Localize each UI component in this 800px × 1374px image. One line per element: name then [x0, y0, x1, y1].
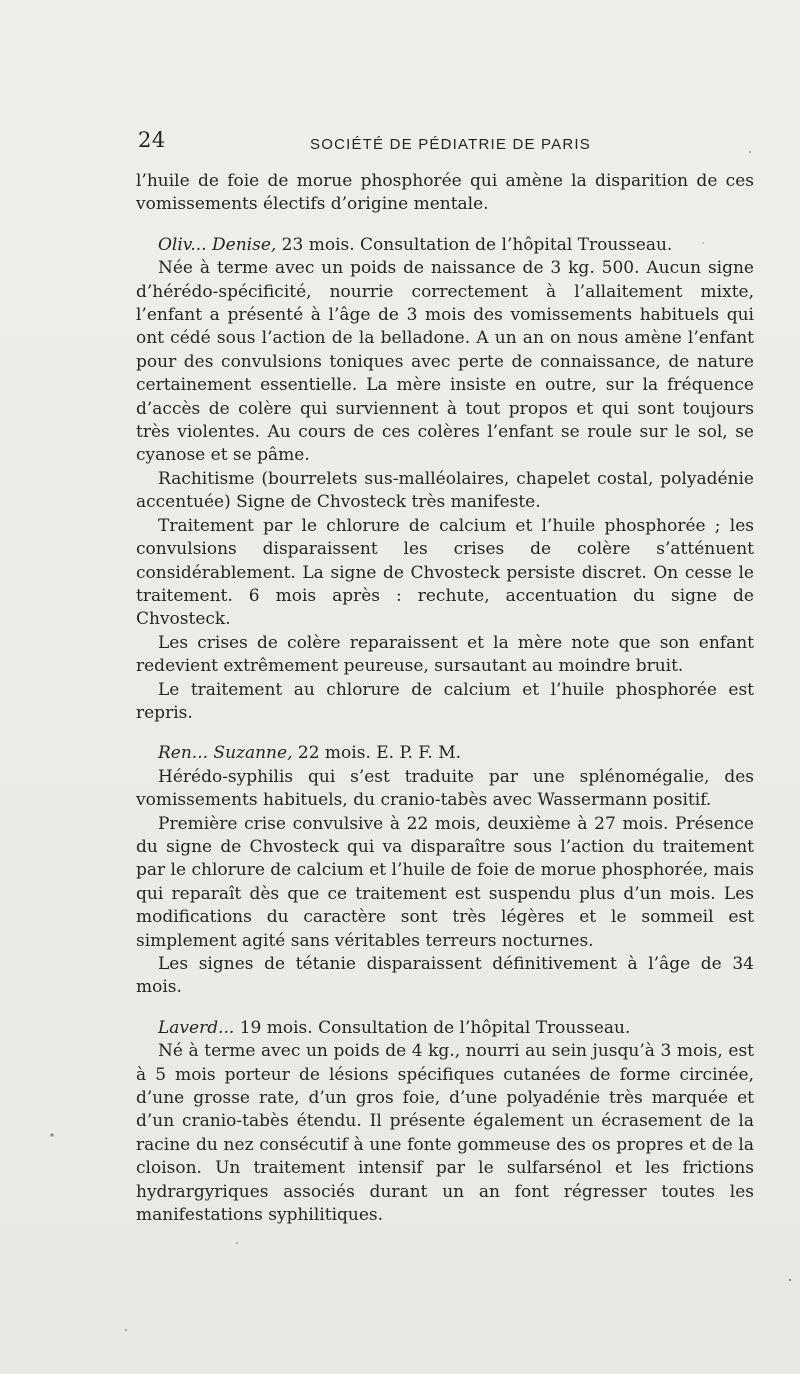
speck [125, 1329, 127, 1331]
paragraph: Traitement par le chlorure de calcium et l’huile phosphorée ; les convulsions disparaissent les crises de colère s’atténuent considérablement. La signe de Chvosteck persiste discret. On cesse le traitement. 6 mois après : rechute, accentuation du signe de Chvosteck. [136, 515, 754, 630]
speck [50, 1133, 53, 1136]
page-body [136, 170, 754, 1227]
paragraph: Né à terme avec un poids de 4 kg., nourri au sein jusqu’à 3 mois, est à 5 mois porteur de lésions spécifiques cutanées de forme circinée, d’une grosse rate, d’un gros foie, d’une polyadénie très marquée et d’un cranio-tabès étendu. Il présente également un écrasement de la racine du nez consécutif à une fonte gommeuse des os propres et de la cloison. Un traitement intensif par le sulfarsénol et les frictions hydrargyriques associés durant un an font régresser toutes les manifestations syphilitiques. [136, 1041, 754, 1226]
speck [236, 1242, 238, 1244]
page-number: 24 [138, 128, 166, 152]
paragraph: Les signes de tétanie disparaissent définitivement à l’âge de 34 mois. [136, 954, 754, 998]
case-name-oliv: Oliv... Denise, [158, 234, 277, 255]
page-header [136, 128, 756, 158]
case-heading-oliv [136, 234, 754, 257]
paragraph: Née à terme avec un poids de naissance de 3 kg. 500. Aucun signe d’hérédo-spécificité, nourrie correctement à l’allaitement mixte, l’enfant a présenté à l’âge de 3 mois des vomissements habituels qui ont cédé sous l’action de la belladone. A un an on nous amène l’enfant pour des convulsions toniques avec perte de connaissance, de nature certainement essentielle. La mère insiste en outre, sur la fréquence d’accès de colère qui surviennent à tout propos et qui sont toujours très violentes. Au cours de ces colères l’enfant se roule sur le sol, se cyanose et se pâme. [136, 258, 754, 466]
case-name-ren: Ren... Suzanne, [158, 743, 293, 764]
paragraph: Rachitisme (bourrelets sus-malléolaires, chapelet costal, polyadénie accentuée) Signe de Chvosteck très manifeste. [136, 468, 754, 513]
speck [789, 1279, 791, 1281]
case-name-laverd: Laverd... [158, 1017, 235, 1038]
paragraph: Les crises de colère reparaissent et la mère note que son enfant redevient extrêmement peureuse, sursautant au moindre bruit. [136, 632, 754, 677]
paragraph: Hérédo-syphilis qui s’est traduite par une splénomégalie, des vomissements habituels, du cranio-tabès avec Wassermann positif. [136, 766, 754, 811]
paragraph: Le traitement au chlorure de calcium et l’huile phosphorée est repris. [136, 679, 754, 723]
paragraph: Première crise convulsive à 22 mois, deuxième à 27 mois. Présence du signe de Chvosteck qui va disparaître sous l’action du traitement par le chlorure de calcium et l’huile de foie de morue phosphorée, mais qui reparaît dès que ce traitement est suspendu plus d’un mois. Les modifications du caractère sont très légères et le sommeil est simplement agité sans véritables terreurs nocturnes. [136, 813, 754, 951]
case-info-laverd: 19 mois. Consultation de l’hôpital Trousseau. [234, 1017, 631, 1038]
intro-paragraph: l’huile de foie de morue phosphorée qui amène la disparition de ces vomissements électifs d’origine mentale. [136, 171, 754, 215]
case-heading-ren [136, 742, 754, 765]
case-heading-laverd [136, 1017, 754, 1040]
case-info-ren: 22 mois. E. P. F. M. [292, 743, 462, 764]
case-info-oliv: 23 mois. Consultation de l’hôpital Trousseau. [276, 234, 673, 255]
running-title: SOCIÉTÉ DE PÉDIATRIE DE PARIS [310, 136, 591, 153]
